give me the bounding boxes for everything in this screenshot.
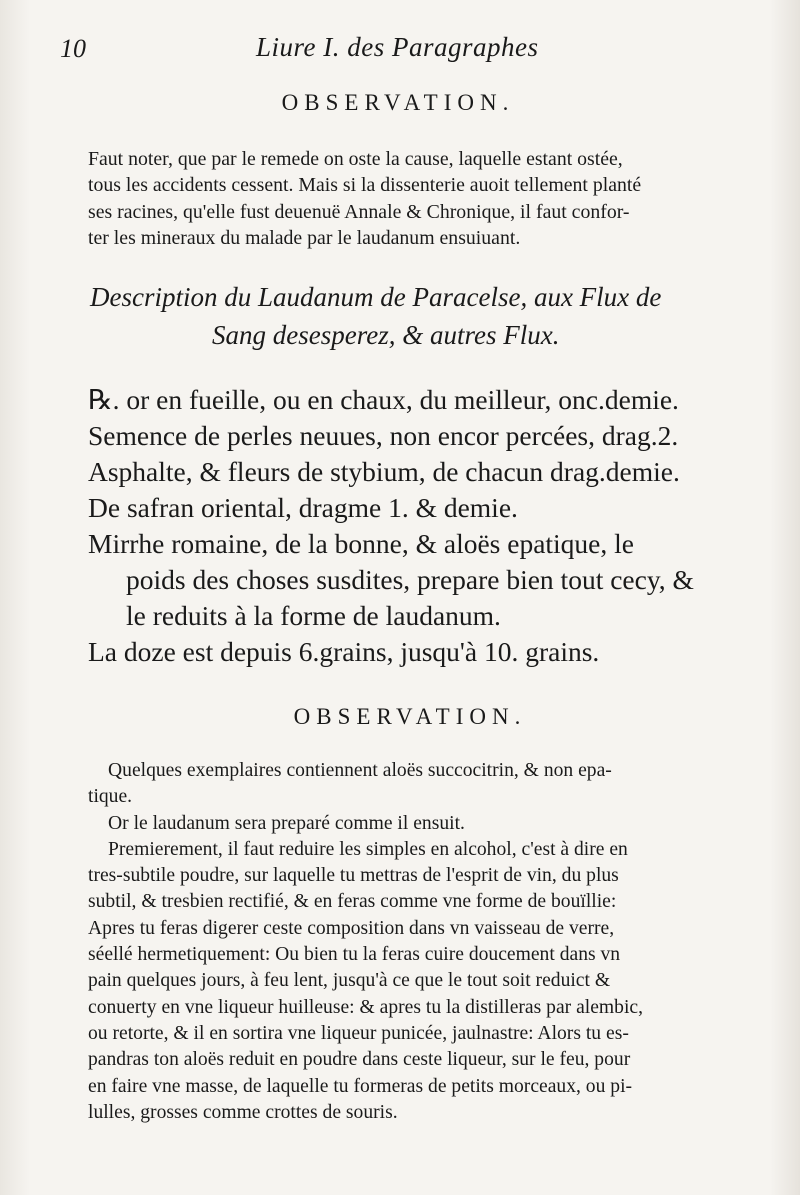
text-line: tous les accidents cessent. Mais si la dissenterie auoit tellement planté (88, 174, 642, 197)
text-line: Or le laudanum sera preparé comme il ensuit. (108, 812, 465, 834)
recipe-line: poids des choses susdites, prepare bien tout cecy, & (126, 564, 694, 595)
text-line: Quelques exemplaires contiennent aloës succocitrin, & non epa- (108, 760, 612, 781)
text-line: pain quelques jours, à feu lent, jusqu'à ce que le tout soit reduict & (88, 970, 611, 992)
recipe-line: La doze est depuis 6.grains, jusqu'à 10. grains. (88, 636, 600, 667)
text-line: conuerty en vne liqueur huilleuse: & apres tu la distilleras par alembic, (88, 996, 643, 1018)
recipe-line: ℞. or en fueille, ou en chaux, du meilleur, onc.demie. (88, 384, 679, 415)
recipe-line: Semence de perles neuues, non encor percées, drag.2. (88, 420, 679, 451)
recipe-title-line: Description du Laudanum de Paracelse, aux Flux de (90, 282, 662, 312)
observation-paragraph (88, 758, 753, 1126)
observation-heading: OBSERVATION. (293, 704, 527, 729)
observation-heading: OBSERVATION. (281, 90, 515, 115)
page-number: 10 (60, 34, 86, 63)
text-line: ses racines, qu'elle fust deuenuë Annale & Chronique, il faut confor- (88, 200, 630, 223)
text-line: Apres tu feras digerer ceste composition dans vn vaisseau de verre, (88, 917, 615, 939)
text-line: Premierement, il faut reduire les simples en alcohol, c'est à dire en (108, 838, 628, 860)
recipe-title (90, 278, 730, 354)
recipe-line: De safran oriental, dragme 1. & demie. (88, 492, 518, 523)
text-line: en faire vne masse, de laquelle tu formeras de petits morceaux, ou pi- (88, 1075, 633, 1097)
text-line: tique. (88, 786, 133, 808)
text-line: Faut noter, que par le remede on oste la cause, laquelle estant ostée, (88, 148, 623, 170)
text-line: subtil, & tresbien rectifié, & en feras comme vne forme de bouïllie: (88, 891, 617, 913)
text-line: ou retorte, & il en sortira vne liqueur punicée, jaulnastre: Alors tu es- (88, 1022, 629, 1044)
text-line: séellé hermetiquement: Ou bien tu la feras cuire doucement dans vn (88, 944, 621, 966)
text-line: lulles, grosses comme crottes de souris. (88, 1101, 398, 1123)
text-line: pandras ton aloës reduit en poudre dans ceste liqueur, sur le feu, pour (88, 1049, 631, 1071)
recipe-title-line: Sang desesperez, & autres Flux. (212, 320, 560, 350)
observation-paragraph (88, 146, 748, 252)
recipe-line: Asphalte, & fleurs de stybium, de chacun drag.demie. (88, 456, 680, 487)
text-line: tres-subtile poudre, sur laquelle tu mettras de l'esprit de vin, du plus (88, 865, 619, 887)
running-head (48, 26, 768, 66)
text-line: ter les mineraux du malade par le laudanum ensuiuant. (88, 227, 521, 250)
recipe-body (88, 382, 768, 670)
running-title: Liure I. des Paragraphes (256, 32, 539, 62)
recipe-line: Mirrhe romaine, de la bonne, & aloës epatique, le (88, 528, 634, 559)
recipe-line: le reduits à la forme de laudanum. (126, 600, 501, 631)
